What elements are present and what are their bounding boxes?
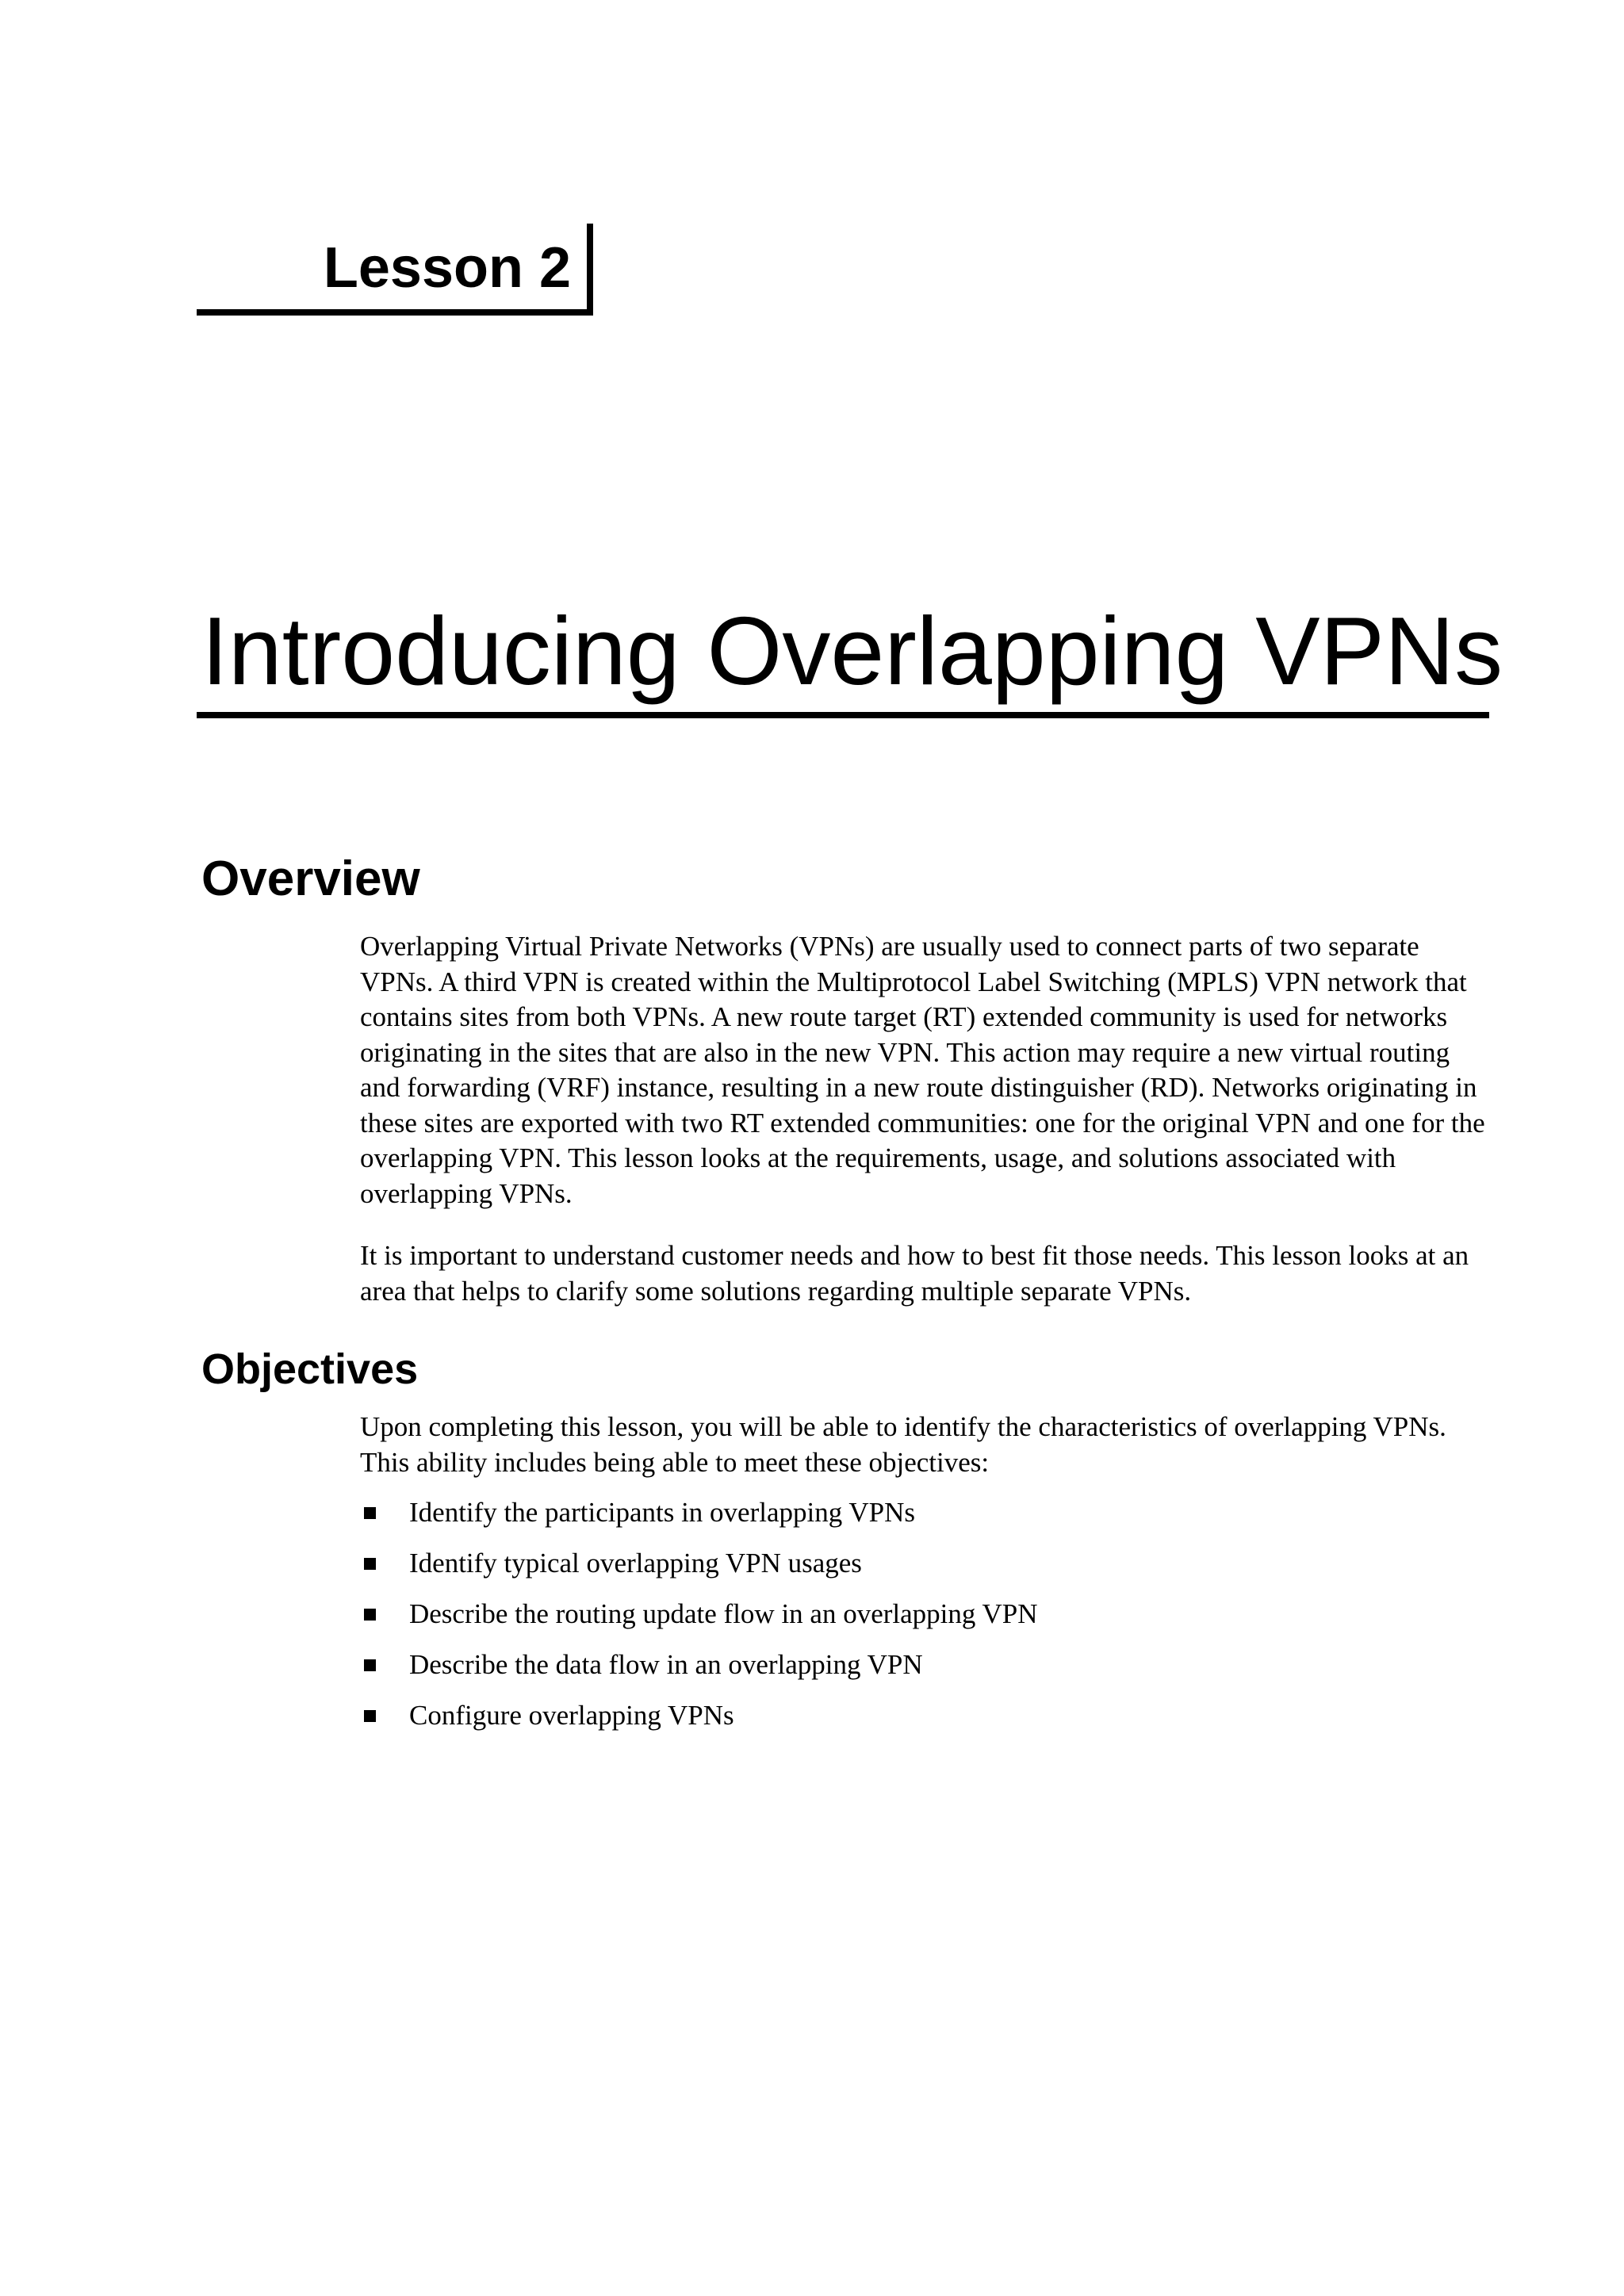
objective-text: Identify typical overlapping VPN usages [409, 1548, 862, 1578]
objective-item [360, 1698, 1486, 1749]
objective-item [360, 1647, 1486, 1698]
objective-text: Identify the participants in overlapping VPNs [409, 1497, 915, 1528]
lesson-vertical-bar [587, 224, 593, 316]
overview-paragraph-2: It is important to understand customer needs and how to best fit those needs. This lesson looks at an area that helps to clarify some solutions regarding multiple separate VPNs. [360, 1240, 1469, 1307]
objectives-intro: Upon completing this lesson, you will be able to identify the characteristics of overlapping VPNs. This ability includes being able to meet these objectives: [360, 1411, 1446, 1478]
overview-paragraph-1: Overlapping Virtual Private Networks (VPNs) are usually used to connect parts of two separate VPNs. A third VPN is created within the Multiprotocol Label Switching (MPLS) VPN network that contains sites from both VPNs. A new route target (RT) extended community is used for networks originating in the sites that are also in the new VPN. This action may require a new virtual routing and forwarding (VRF) instance, resulting in a new route distinguisher (RD). Networks originating in these sites are exported with two RT extended communities: one for the original VPN and one for the overlapping VPN. This lesson looks at the requirements, usage, and solutions associated with overlapping VPNs. [360, 931, 1485, 1209]
lesson-underline [197, 309, 593, 316]
square-bullet-icon [364, 1507, 376, 1519]
objectives-heading: Objectives [201, 1345, 419, 1393]
lesson-label: Lesson 2 [323, 236, 571, 300]
objective-text: Describe the routing update flow in an overlapping VPN [409, 1598, 1038, 1629]
square-bullet-icon [364, 1659, 376, 1671]
objective-text: Describe the data flow in an overlapping VPN [409, 1649, 923, 1680]
chapter-title: Introducing Overlapping VPNs [201, 597, 1503, 705]
objective-text: Configure overlapping VPNs [409, 1700, 734, 1731]
square-bullet-icon [364, 1558, 376, 1570]
square-bullet-icon [364, 1710, 376, 1722]
lesson-header [197, 224, 593, 316]
objective-item [360, 1546, 1486, 1597]
objectives-list [360, 1495, 1486, 1749]
objective-item [360, 1597, 1486, 1647]
title-rule [197, 712, 1489, 718]
overview-heading: Overview [201, 851, 420, 906]
square-bullet-icon [364, 1609, 376, 1621]
objective-item [360, 1495, 1486, 1546]
